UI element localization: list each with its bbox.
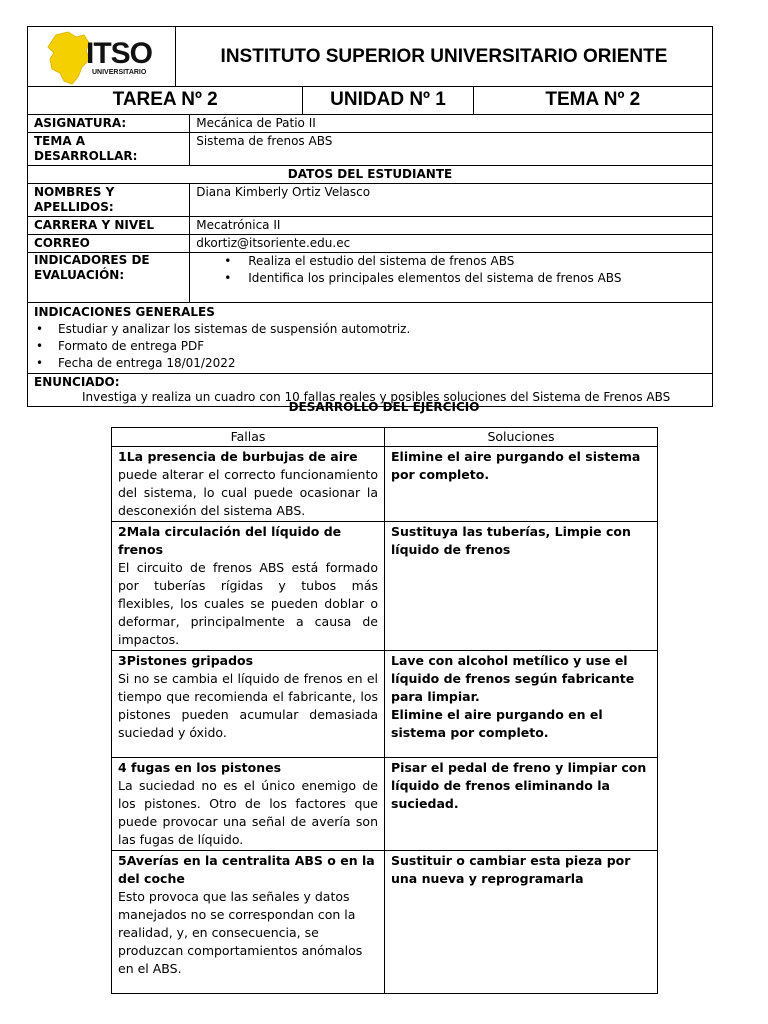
nombres-value: Diana Kimberly Ortiz Velasco <box>190 184 713 217</box>
institution-name: INSTITUTO SUPERIOR UNIVERSITARIO ORIENTE <box>220 45 668 67</box>
falla-title: 2Mala circulación del líquido de frenos <box>118 524 342 557</box>
falla-title: 1La presencia de burbujas de aire <box>118 449 358 464</box>
asignatura-label: ASIGNATURA: <box>28 115 190 133</box>
exercise-title: DESARROLLO DEL EJERCICIO <box>288 400 480 414</box>
indicacion-item: • Fecha de entrega 18/01/2022 <box>34 355 706 372</box>
carrera-value: Mecatrónica II <box>190 217 713 235</box>
table-row <box>112 851 658 994</box>
table-row <box>112 447 658 522</box>
enunciado-text: Investiga y realiza un cuadro con 10 fallas reales y posibles soluciones del Sistema de Frenos ABS <box>82 390 671 404</box>
unidad-label: UNIDAD Nº 1 <box>303 86 473 115</box>
solucion-text: Sustituir o cambiar esta pieza por una nueva y reprogramarla <box>391 853 631 886</box>
indicacion-item: • Estudiar y analizar los sistemas de suspensión automotriz. <box>34 321 706 338</box>
assignment-info-table <box>27 86 713 407</box>
logo-subtitle: UNIVERSITARIO <box>92 69 147 76</box>
tarea-label: TAREA Nº 2 <box>28 86 303 115</box>
enunciado-label: ENUNCIADO: <box>34 375 120 389</box>
nombres-label: NOMBRES Y APELLIDOS: <box>28 184 190 217</box>
carrera-label: CARRERA Y NIVEL <box>28 217 190 235</box>
falla-desc: El circuito de frenos ABS está formado por tuberías rígidas y tubos más flexibles, los cuales se pueden doblar o deformar, principalmente a causa de impactos. <box>118 560 378 647</box>
asignatura-value: Mecánica de Patio II <box>190 115 713 133</box>
falla-title: 4 fugas en los pistones <box>118 760 282 775</box>
table-row <box>112 758 658 851</box>
correo-value: dkortiz@itsoriente.edu.ec <box>190 235 713 253</box>
table-row <box>112 651 658 758</box>
tema-desarrollar-label: TEMA A DESARROLLAR: <box>28 133 190 166</box>
falla-desc: puede alterar el correcto funcionamiento del sistema, lo cual puede ocasionar la desconexión del sistema ABS. <box>118 467 378 518</box>
indicaciones-cell <box>28 303 713 374</box>
falla-desc: Si no se cambia el líquido de frenos en el tiempo que recomienda el fabricante, los pistones pueden acumular demasiada suciedad y óxido. <box>118 671 378 740</box>
indicador-item: • Realiza el estudio del sistema de frenos ABS <box>196 253 706 270</box>
tema-desarrollar-value: Sistema de frenos ABS <box>190 133 713 166</box>
correo-label: CORREO <box>28 235 190 253</box>
indicador-item: • Identifica los principales elementos del sistema de frenos ABS <box>196 270 706 287</box>
indicadores-cell <box>190 253 713 303</box>
logo <box>28 27 176 86</box>
solucion-text: Pisar el pedal de freno y limpiar con líquido de frenos eliminando la suciedad. <box>391 760 647 811</box>
indicacion-item: • Formato de entrega PDF <box>34 338 706 355</box>
solucion-text: Sustituya las tuberías, Limpie con líquido de frenos <box>391 524 631 557</box>
falla-title: 3Pistones gripados <box>118 653 254 668</box>
solucion-text: Elimine el aire purgando el sistema por completo. <box>391 449 641 482</box>
datos-estudiante-title: DATOS DEL ESTUDIANTE <box>28 166 713 184</box>
document-header <box>27 26 713 87</box>
col-header-fallas: Fallas <box>112 428 385 447</box>
fallas-soluciones-table <box>111 427 658 994</box>
table-row <box>112 522 658 651</box>
falla-desc: Esto provoca que las señales y datos manejados no se correspondan con la realidad, y, en consecuencia, se produzcan comportamientos anómalos en el ABS. <box>118 889 363 976</box>
solucion-text: Lave con alcohol metílico y use el líquido de frenos según fabricante para limpiar. Elimine el aire purgando en el sistema por completo. <box>391 653 635 740</box>
falla-desc: La suciedad no es el único enemigo de los pistones. Otro de los factores que puede provocar una señal de avería son las fugas de líquido. <box>118 778 378 847</box>
indicaciones-title: INDICACIONES GENERALES <box>34 305 215 319</box>
logo-text: ITSO <box>86 37 153 70</box>
indicadores-label: INDICADORES DE EVALUACIÓN: <box>28 253 190 303</box>
col-header-soluciones: Soluciones <box>385 428 658 447</box>
falla-title: 5Averías en la centralita ABS o en la del coche <box>118 853 375 886</box>
tema-label: TEMA Nº 2 <box>473 86 712 115</box>
